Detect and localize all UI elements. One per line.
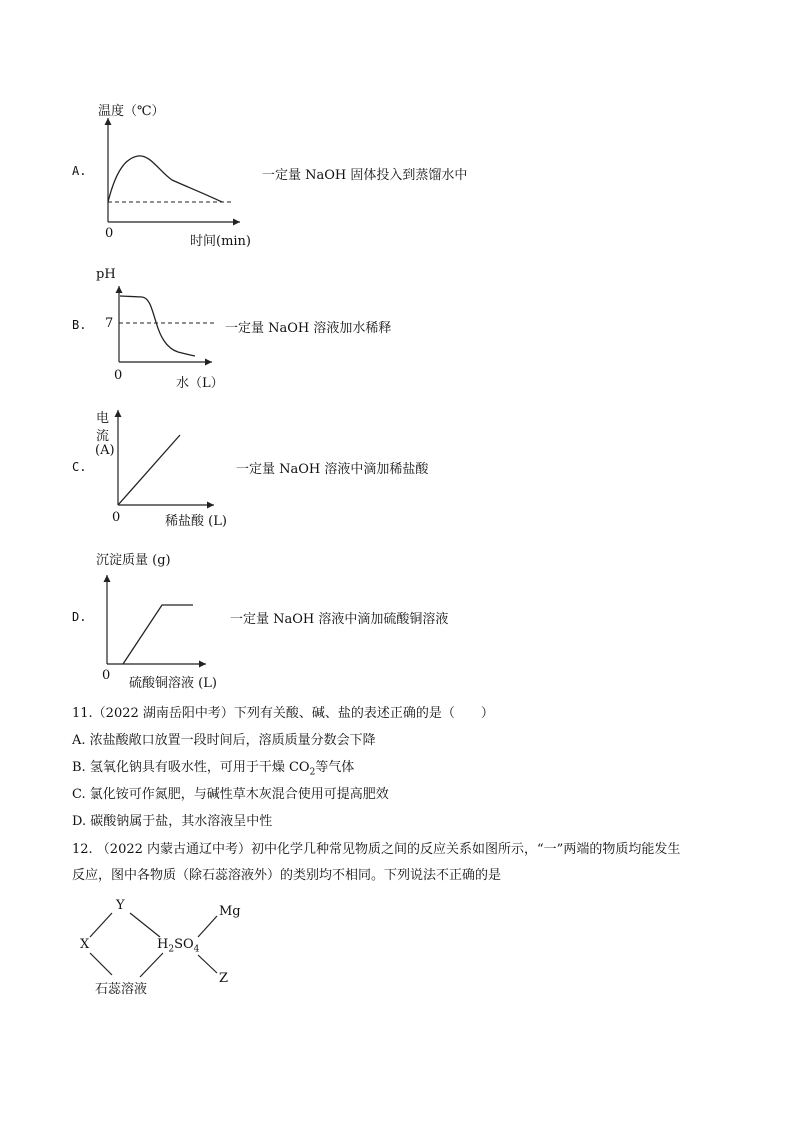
graph-d-line	[123, 605, 193, 664]
option-c-description: 一定量 NaOH 溶液中滴加稀盐酸	[236, 462, 429, 477]
option-a-letter[interactable]: A.	[72, 164, 87, 178]
graph-a-curve	[108, 156, 222, 202]
option-b-description: 一定量 NaOH 溶液加水稀释	[225, 321, 392, 336]
option-c-letter[interactable]: C.	[72, 460, 87, 474]
q11-option-c[interactable]: C. 氯化铵可作氮肥，与碱性草木灰混合使用可提高肥效	[72, 787, 389, 802]
graph-b-ylabel: pH	[96, 267, 116, 282]
graph-b-origin: 0	[114, 368, 123, 383]
q11-option-a[interactable]: A. 浓盐酸敞口放置一段时间后，溶质质量分数会下降	[72, 733, 376, 748]
q11-option-d[interactable]: D. 碳酸钠属于盐，其水溶液呈中性	[72, 814, 273, 829]
option-a-description: 一定量 NaOH 固体投入到蒸馏水中	[262, 168, 468, 183]
graph-c-ylabel-1: 电	[96, 411, 110, 426]
graph-c-line	[118, 435, 180, 505]
graph-c-ylabel-3: (A)	[95, 443, 115, 458]
q12-node-z: Z	[219, 971, 229, 986]
option-d-description: 一定量 NaOH 溶液中滴加硫酸铜溶液	[230, 612, 449, 627]
option-d-letter[interactable]: D.	[72, 610, 87, 624]
q12-node-mg: Mg	[219, 904, 241, 919]
q11-stem: 11.（2022 湖南岳阳中考）下列有关酸、碱、盐的表述正确的是（ ）	[72, 706, 494, 721]
graph-d-xlabel: 硫酸铜溶液 (L)	[129, 676, 217, 691]
q12-stem-line1: 12. （2022 内蒙古通辽中考）初中化学几种常见物质之间的反应关系如图所示，“一”两端的物质均能发生	[72, 842, 681, 857]
q12-node-h2so4: $H_2SO_4$	[157, 937, 200, 955]
graph-c-ylabel-2: 流	[96, 429, 110, 444]
graph-a-ylabel: 温度（℃）	[98, 104, 165, 119]
graph-b-xlabel: 水（L）	[176, 376, 224, 391]
graph-d	[107, 575, 206, 664]
q11-option-b[interactable]: B. 氢氧化钠具有吸水性，可用于干燥 $CO_2$等气体	[72, 760, 355, 778]
q12-node-y: Y	[116, 898, 125, 913]
graph-c-origin: 0	[112, 510, 121, 525]
graph-c-xlabel: 稀盐酸 (L)	[165, 514, 227, 529]
q12-stem-line2: 反应，图中各物质（除石蕊溶液外）的类别均不相同。下列说法不正确的是	[72, 868, 502, 883]
graph-c	[118, 410, 214, 505]
graph-b-curve	[120, 296, 195, 356]
graph-d-ylabel: 沉淀质量 (g)	[96, 553, 171, 568]
q12-node-litmus: 石蕊溶液	[95, 982, 148, 997]
graph-d-origin: 0	[102, 668, 111, 683]
q12-node-x: X	[80, 937, 90, 952]
graph-a	[108, 118, 240, 222]
option-b-letter[interactable]: B.	[72, 318, 87, 332]
graph-a-xlabel: 时间(min)	[190, 234, 252, 249]
graph-b-ph7-label: 7	[105, 316, 114, 331]
graph-b	[119, 286, 216, 362]
graph-a-origin: 0	[105, 226, 114, 241]
